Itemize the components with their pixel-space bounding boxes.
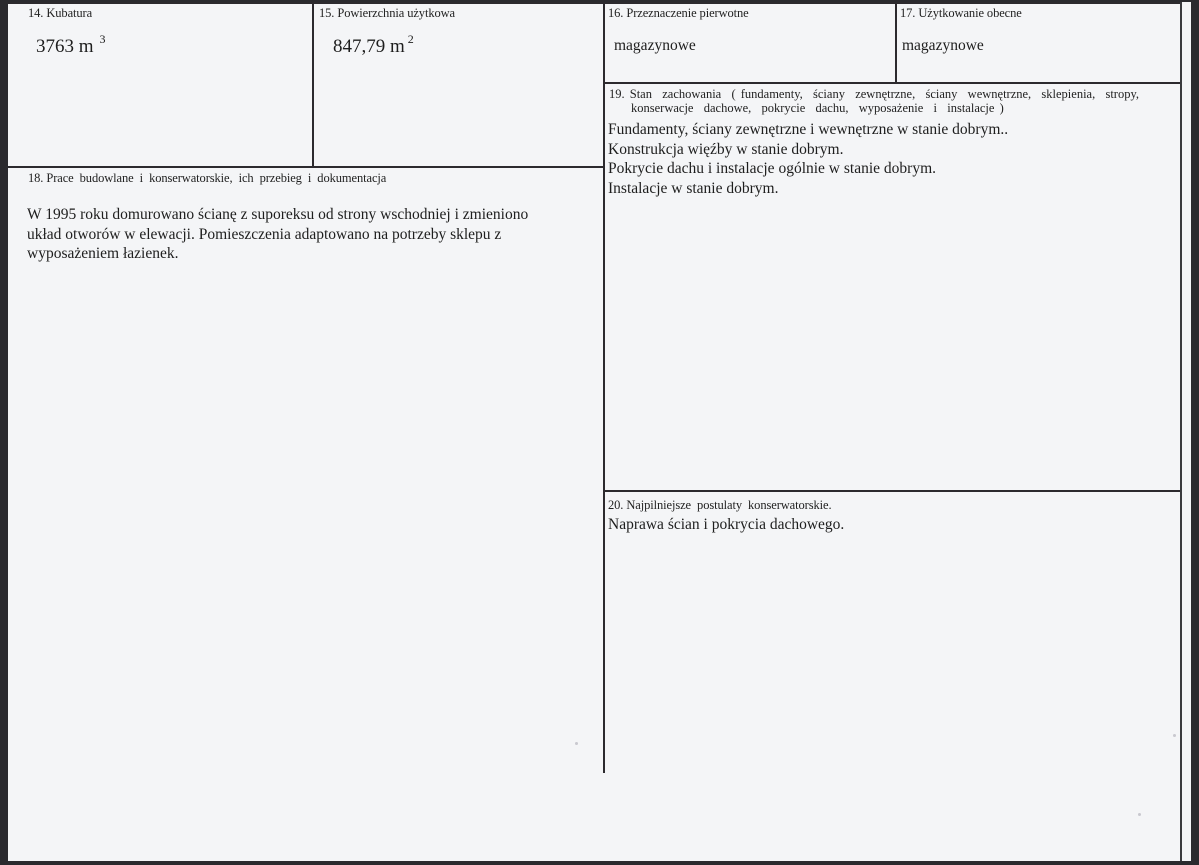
field-14-unit-superscript: 3	[99, 32, 106, 46]
field-19-line: Fundamenty, ściany zewnętrzne i wewnętrzne w stanie dobrym..	[608, 121, 1009, 138]
divider-19-20	[603, 490, 1180, 492]
field-19-line: Instalacje w stanie dobrym.	[608, 179, 779, 197]
field-14-number: 3763 m	[36, 36, 94, 57]
field-19-label-line-1: 19. Stan zachowania ( fundamenty, ściany zewnętrzne, ściany wewnętrzne, sklepienia, stropy,	[609, 87, 1140, 101]
field-16-value: magazynowe	[614, 37, 696, 54]
field-20-line: Naprawa ścian i pokrycia dachowego.	[608, 516, 845, 533]
field-18-line: wyposażeniem łazienek.	[27, 245, 179, 262]
field-15-number: 847,79 m	[333, 36, 405, 57]
field-19-label	[609, 87, 1139, 115]
divider-16-19	[603, 82, 1180, 84]
field-19-line: Konstrukcja więźby w stanie dobrym.	[608, 140, 844, 158]
field-14-value	[36, 32, 106, 58]
scanned-form-page	[8, 2, 1191, 861]
field-16-label: 16. Przeznaczenie pierwotne	[608, 6, 749, 20]
top-border-line	[8, 2, 1180, 4]
field-18-line: W 1995 roku domurowano ścianę z suporeksu od strony wschodniej i zmieniono	[27, 206, 529, 223]
scan-speck	[1138, 813, 1141, 816]
field-20-label: 20. Najpilniejsze postulaty konserwatorskie.	[608, 498, 832, 512]
field-18-label: 18. Prace budowlane i konserwatorskie, ich przebieg i dokumentacja	[28, 171, 387, 185]
field-19-line: Pokrycie dachu i instalacje ogólnie w stanie dobrym.	[608, 160, 936, 177]
divider-16-17	[895, 2, 897, 82]
divider-14-15	[312, 2, 314, 166]
field-19-label-line-2: konserwacje dachowe, pokrycie dachu, wyposażenie i instalacje )	[631, 101, 1004, 115]
field-18-content	[27, 205, 528, 264]
field-17-label: 17. Użytkowanie obecne	[900, 6, 1022, 20]
field-15-unit-superscript: 2	[407, 32, 414, 46]
scan-speck	[575, 742, 578, 745]
field-20-content	[608, 515, 844, 535]
field-17-value: magazynowe	[902, 37, 984, 54]
field-15-value	[333, 32, 414, 58]
field-14-label: 14. Kubatura	[28, 6, 93, 20]
divider-left-right	[603, 2, 605, 773]
field-15-label: 15. Powierzchnia użytkowa	[319, 6, 456, 20]
field-19-content	[608, 120, 1008, 198]
divider-15-18	[8, 166, 604, 168]
right-border-line	[1180, 2, 1182, 861]
field-18-line: układ otworów w elewacji. Pomieszczenia adaptowano na potrzeby sklepu z	[27, 225, 502, 243]
scan-speck	[1173, 734, 1176, 737]
